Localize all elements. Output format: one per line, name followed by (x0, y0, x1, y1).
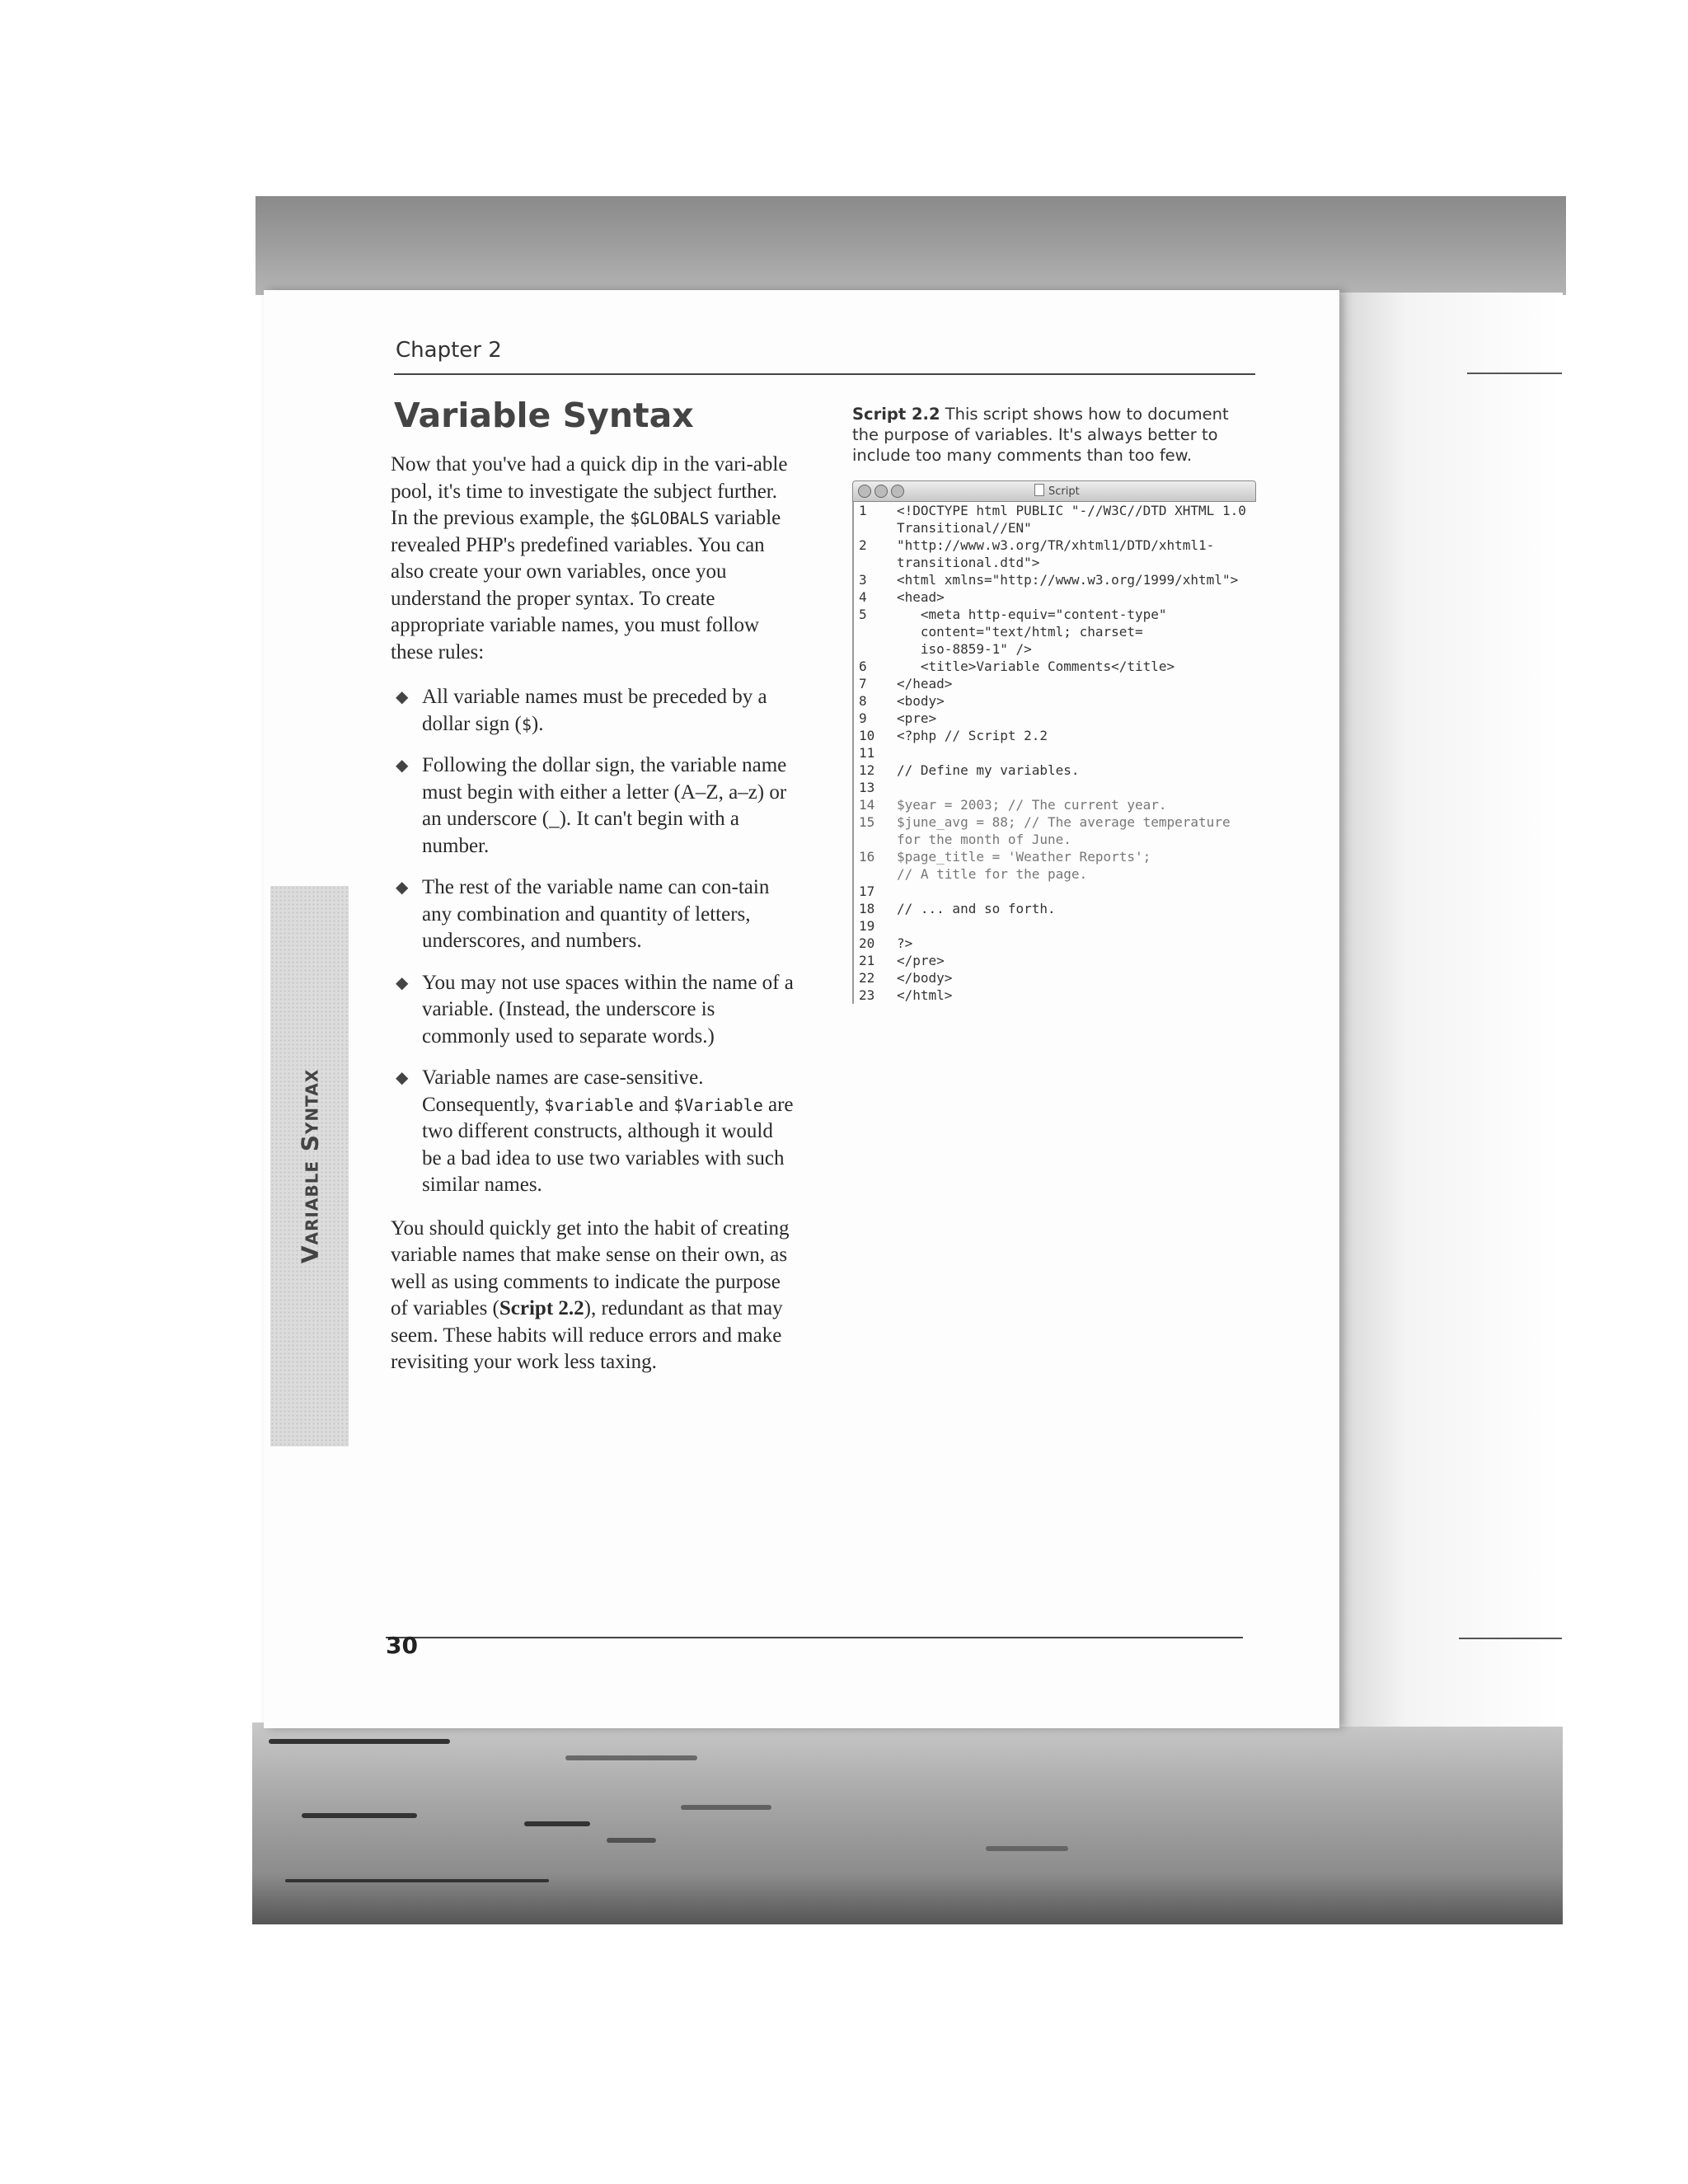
code-line (854, 658, 1258, 675)
code-line (854, 935, 1258, 952)
code-line (854, 952, 1258, 969)
code-text: <html xmlns="http://www.w3.org/1999/xhtml"> (897, 572, 1239, 588)
document-icon (1034, 484, 1044, 496)
code-text: $year = 2003; // The current year. (897, 797, 1167, 813)
line-number: 23 (859, 987, 875, 1003)
line-number: 15 (859, 814, 875, 830)
inline-code: $GLOBALS (630, 509, 710, 528)
line-number: 19 (859, 918, 875, 934)
code-text: <title>Variable Comments</title> (897, 658, 1175, 674)
zoom-window-icon[interactable] (891, 485, 904, 498)
minimize-window-icon[interactable] (874, 485, 888, 498)
code-line (854, 727, 1258, 744)
text-run: All variable names must be preceded by a dollar sign ( (422, 686, 767, 735)
text-run: ), redundant as that may seem. These habits will reduce errors and make revisiting your work less taxing. (391, 1297, 783, 1373)
code-window (852, 480, 1256, 1004)
line-number: 20 (859, 935, 875, 951)
rule-item (391, 752, 795, 860)
code-text (897, 744, 1258, 762)
code-window-title: Script (1048, 485, 1080, 498)
code-line (854, 606, 1258, 658)
code-text: $june_avg = 88; // The average temperature for the month of June. (897, 814, 1239, 847)
code-text: ?> (897, 935, 913, 951)
line-number: 7 (859, 676, 867, 691)
code-line (854, 744, 1258, 762)
closing-paragraph (391, 1216, 795, 1376)
line-number: 16 (859, 849, 875, 865)
rules-list (391, 684, 795, 1199)
code-text: <?php // Script 2.2 (897, 728, 1048, 743)
line-number: 18 (859, 901, 875, 916)
code-line (854, 779, 1258, 796)
scan-background-top (256, 196, 1566, 295)
inline-code: $ (521, 714, 532, 734)
section-title: Variable Syntax (394, 396, 694, 435)
code-line (854, 883, 1258, 900)
rule-item (391, 970, 795, 1051)
script-caption (852, 404, 1256, 466)
inline-code: $Variable (673, 1094, 763, 1115)
diamond-bullet-icon: ◆ (396, 688, 409, 706)
line-number: 1 (859, 503, 867, 518)
code-text: </head> (897, 676, 953, 691)
line-number: 13 (859, 780, 875, 795)
scan-background-bottom (252, 1722, 1563, 1924)
code-line (854, 848, 1258, 883)
line-number: 4 (859, 589, 867, 605)
code-line (854, 917, 1258, 935)
code-text (897, 917, 1258, 935)
code-line (854, 969, 1258, 987)
text-run: The rest of the variable name can con-tain any combination and quantity of letters, underscores, and numbers. (422, 876, 770, 952)
code-text: </pre> (897, 953, 945, 968)
main-text-column (391, 396, 795, 1376)
text-run: Variable names are case-sensitive. Consequently, (422, 1066, 704, 1116)
header-rule (394, 373, 1255, 375)
code-line (854, 987, 1258, 1004)
line-number: 9 (859, 710, 867, 726)
code-text: $page_title = 'Weather Reports'; // A title for the page. (897, 849, 1151, 882)
code-text: </html> (897, 987, 953, 1003)
code-text: <body> (897, 693, 945, 709)
code-line (854, 571, 1258, 588)
text-run: are two different constructs, although it would be a bad idea to use two variables with such similar names. (422, 1093, 794, 1196)
text-run: You may not use spaces within the name of a variable. (Instead, the underscore is commonly used to separate words.) (422, 971, 794, 1047)
code-listing (852, 502, 1258, 1004)
code-text: "http://www.w3.org/TR/xhtml1/DTD/xhtml1-transitional.dtd"> (897, 537, 1215, 570)
text-run: You should quickly get into the habit of creating variable names that make sense on their own, as well as using comments to indicate the purpose of variables ( (391, 1216, 790, 1319)
code-text: <pre> (897, 710, 937, 726)
code-text: <head> (897, 589, 945, 605)
rule-item (391, 874, 795, 955)
rule-item (391, 1065, 795, 1199)
line-number: 8 (859, 693, 867, 709)
code-text: <!DOCTYPE html PUBLIC "-//W3C//DTD XHTML 1.0 Transitional//EN" (897, 503, 1254, 536)
line-number: 3 (859, 572, 867, 588)
code-text (897, 883, 1258, 900)
text-run: Following the dollar sign, the variable name must begin with either a letter (A–Z, a–z) or an underscore (_). It can't begin with a number. (422, 754, 787, 857)
code-line (854, 796, 1258, 813)
code-line (854, 813, 1258, 848)
diamond-bullet-icon: ◆ (396, 757, 409, 775)
text-run: variable revealed PHP's predefined variables. You can also create your own variables, once you understand the proper syntax. To create appropriate variable names, you must follow these rules: (391, 507, 781, 663)
chapter-label: Chapter 2 (396, 338, 502, 363)
script-column (852, 404, 1256, 1004)
side-tab-label: Variable Syntax (296, 1068, 323, 1264)
code-text: </body> (897, 970, 953, 986)
text-run: and (633, 1093, 674, 1116)
inline-bold: Script 2.2 (499, 1297, 584, 1319)
line-number: 22 (859, 970, 875, 986)
code-line (854, 692, 1258, 710)
footer-rule (386, 1637, 1243, 1638)
code-line (854, 710, 1258, 727)
code-text: <meta http-equiv="content-type" content="text/html; charset= iso-8859-1" /> (920, 607, 1167, 657)
code-window-title-bar (852, 480, 1256, 502)
line-number: 21 (859, 953, 875, 968)
code-line (854, 537, 1258, 571)
facing-page-edge (1339, 293, 1563, 1727)
diamond-bullet-icon: ◆ (396, 973, 409, 992)
code-line (854, 675, 1258, 692)
line-number: 17 (859, 883, 875, 899)
text-run: Now that you've had a quick dip in the vari-able pool, it's time to investigate the subject further. In the previous example, the (391, 453, 788, 529)
line-number: 6 (859, 658, 867, 674)
line-number: 2 (859, 537, 867, 553)
code-text: // Define my variables. (897, 762, 1080, 778)
side-tab (270, 886, 349, 1446)
line-number: 11 (859, 745, 875, 761)
script-caption-text: This script shows how to document the purpose of variables. It's always better to include too many comments than too few. (852, 405, 1229, 465)
line-number: 14 (859, 797, 875, 813)
code-text: // ... and so forth. (897, 901, 1056, 916)
line-number: 5 (859, 607, 867, 622)
diamond-bullet-icon: ◆ (396, 879, 409, 897)
intro-paragraph (391, 452, 795, 666)
code-line (854, 502, 1258, 537)
script-caption-label: Script 2.2 (852, 405, 940, 424)
rule-item (391, 684, 795, 738)
code-line (854, 588, 1258, 606)
line-number: 10 (859, 728, 875, 743)
diamond-bullet-icon: ◆ (396, 1069, 409, 1087)
close-window-icon[interactable] (858, 485, 871, 498)
page-number: 30 (386, 1632, 418, 1659)
code-line (854, 762, 1258, 779)
line-number: 12 (859, 762, 875, 778)
code-text (897, 779, 1258, 796)
code-line (854, 900, 1258, 917)
text-run: ). (531, 712, 544, 735)
inline-code: $variable (544, 1094, 634, 1115)
